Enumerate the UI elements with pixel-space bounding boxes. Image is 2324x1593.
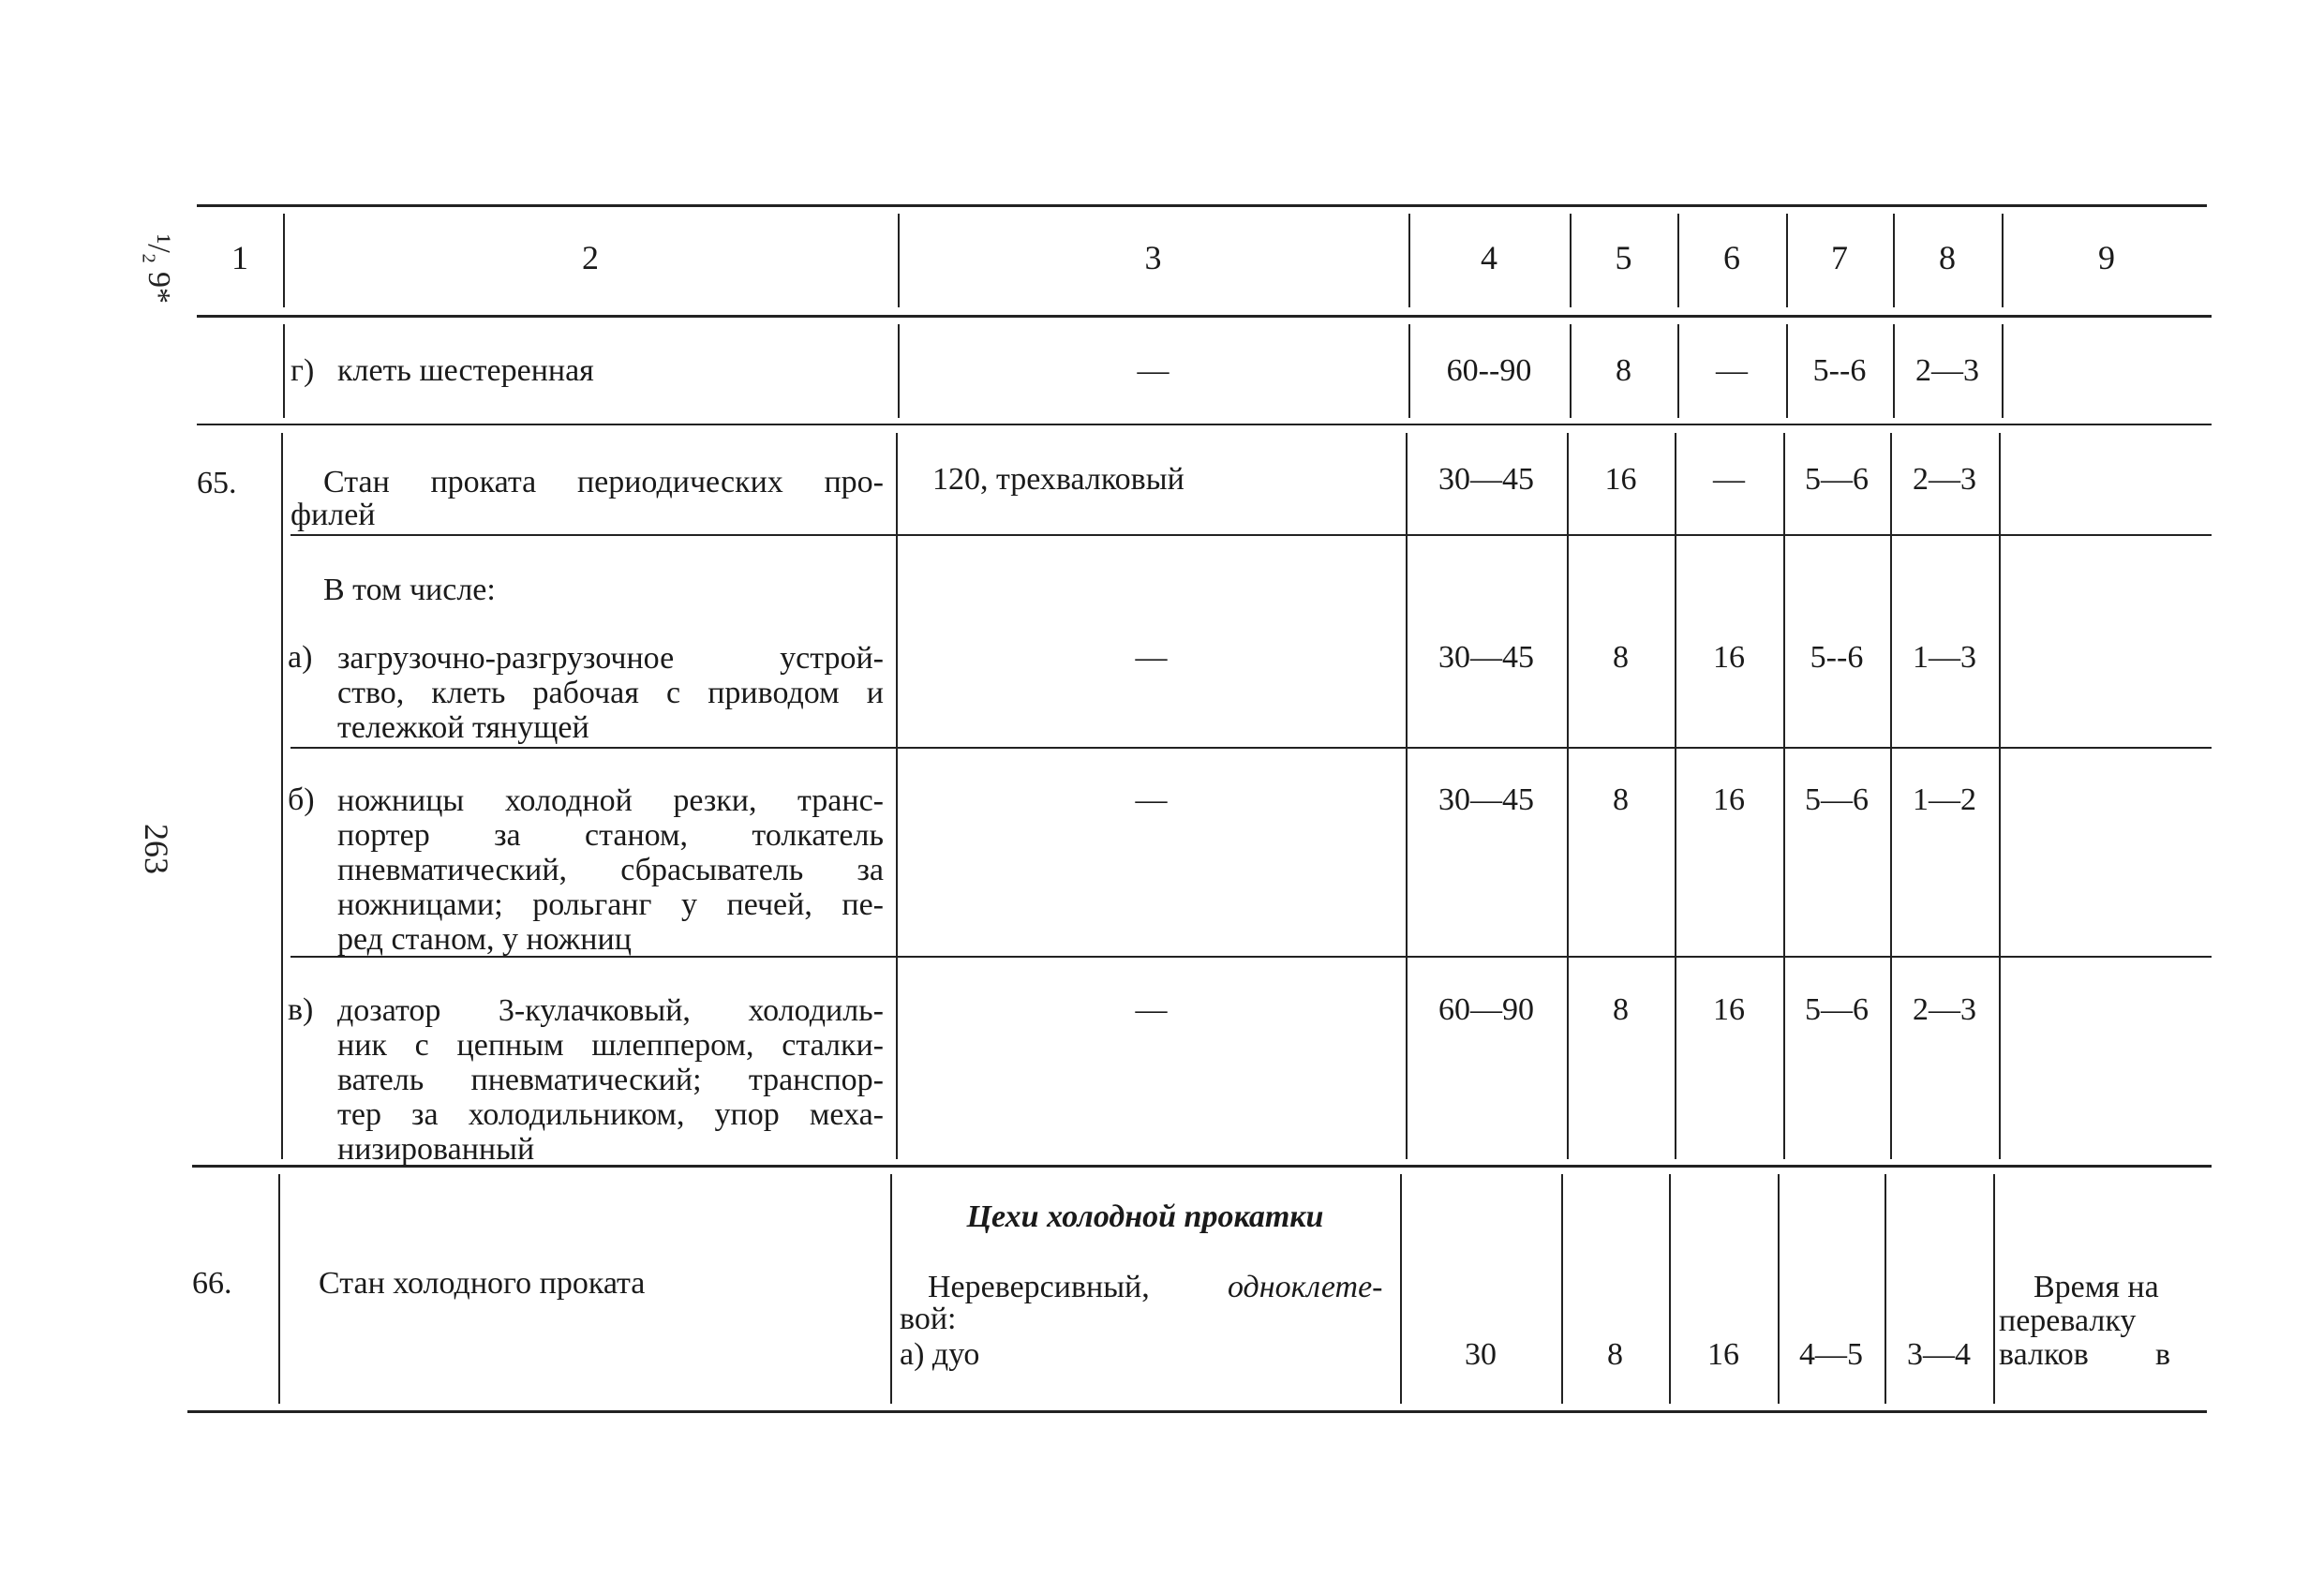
row-65-col5: 16 [1604,462,1637,497]
row-b-line: ножницы холодной резки, транс- [337,783,884,818]
row-65-col3: 120, трехвалковый [932,462,1184,497]
col2-left-rule [281,433,283,1159]
including-label: В том числе: [323,573,496,607]
row-v-col6: 16 [1713,992,1745,1027]
section-title: Цехи холодной прокатки [966,1199,1324,1234]
cell-divider [2002,324,2004,418]
row-65-col6: — [1713,462,1745,497]
row-a-line: ство, клеть рабочая с приводом и [337,676,884,710]
margin-note-fraction: ¹/₂ 9* [142,234,176,304]
row-66-col9-line3b: в [2155,1337,2171,1372]
row-g-col8: 2—3 [1915,353,1979,388]
row-v-line: ник с цепным шлеппером, сталки- [337,1028,884,1063]
row-b-col8: 1—2 [1913,782,1976,817]
row-66-col7: 4—5 [1799,1337,1863,1372]
header-col-9: 9 [2098,239,2115,276]
row-66-col9-line3: валков [1999,1337,2089,1372]
row-a-col6: 16 [1713,640,1745,675]
cell-divider [283,324,285,418]
row-v-line: ватель пневматический; транспор- [337,1063,884,1097]
row-b-col5: 8 [1613,782,1629,817]
row-a-line: загрузочно-разгрузочное устрой- [337,641,884,676]
cell-divider [1993,1174,1995,1404]
row-a-col8: 1—3 [1913,640,1976,675]
row-v-col7: 5—6 [1805,992,1869,1027]
row-g-col5: 8 [1616,353,1631,388]
row-a-col5: 8 [1613,640,1629,675]
row-g-marker: г) [290,353,315,388]
row-b-line: ножницами; рольганг у печей, пе- [337,887,884,922]
row-b-text [337,783,884,957]
row-b-line: ред станом, у ножниц [337,922,632,957]
row-66-col3-line1b: одноклете- [1228,1270,1383,1304]
row-v-marker: в) [288,992,314,1027]
row-a-col3: — [1135,640,1168,675]
header-col-1: 1 [231,239,248,276]
row-v-col5: 8 [1613,992,1629,1027]
row-66-col3-line3: а) дуо [900,1337,980,1372]
row-a-col7: 5--6 [1810,640,1864,675]
row-g-col4: 60--90 [1446,353,1532,388]
row-a-line: тележкой тянущей [337,710,589,745]
row-g-col7: 5--6 [1812,353,1867,388]
row-v-col3: — [1135,992,1168,1027]
row-65-col7: 5—6 [1805,462,1869,497]
row-66-col9-line1: Время на [2034,1270,2159,1304]
row-66-col8: 3—4 [1907,1337,1971,1372]
row-a-text [337,641,884,745]
page-number: 263 [138,824,175,874]
col9-left-rule [1999,433,2001,1159]
table-top-rule [197,204,2207,207]
row-v-line: низированный [337,1132,535,1167]
row-a-marker: а) [288,640,313,675]
row-b-col3: — [1135,782,1168,817]
row-v-col4: 60—90 [1438,992,1534,1027]
row-b-marker: б) [288,782,315,817]
header-col-4: 4 [1481,239,1497,276]
row-b-line: пневматический, сбрасыватель за [337,853,884,887]
row-b-col4: 30—45 [1438,782,1534,817]
row-65-name-cont: филей [290,498,376,532]
row-g-col6: — [1716,353,1748,388]
row-v-text [337,993,884,1167]
header-bottom-rule [197,315,2212,318]
row-v-col8: 2—3 [1913,992,1976,1027]
row-a-bottom-rule [290,747,2212,749]
row-v-line: дозатор 3-кулачковый, холодиль- [337,993,884,1028]
row-66-name: Стан холодного проката [319,1266,646,1301]
row-b-col7: 5—6 [1805,782,1869,817]
header-col-3: 3 [1144,239,1162,276]
row-66-col4: 30 [1465,1337,1497,1372]
row-66-col6: 16 [1707,1337,1739,1372]
row-g-bottom-rule [197,424,2212,425]
header-col-5: 5 [1615,239,1632,276]
row-66-col3-line1a: Нереверсивный, [928,1270,1150,1304]
row-66-col3-line2: вой: [900,1302,957,1336]
header-col-7: 7 [1831,239,1848,276]
row-65-name-line: Стан проката периодических про- [323,465,884,499]
row-a-col4: 30—45 [1438,640,1534,675]
row-66-number: 66. [192,1266,232,1301]
row-66-col5: 8 [1607,1337,1623,1372]
row-65-col8: 2—3 [1913,462,1976,497]
table-bottom-rule [187,1410,2207,1413]
header-col-6: 6 [1723,239,1740,276]
row-b-col6: 16 [1713,782,1745,817]
row-65-bottom-rule [290,534,2212,536]
row-66-col9-line2: перевалку [1999,1303,2137,1338]
row-g-name: клеть шестеренная [337,353,594,388]
row-b-line: портер за станом, толкатель [337,818,884,853]
row-v-line: тер за холодильником, упор меха- [337,1097,884,1132]
row-65-number: 65. [197,466,237,500]
header-col-8: 8 [1939,239,1956,276]
header-col-2: 2 [582,239,599,276]
row-g-col3: — [1137,353,1169,388]
row-65-name [323,465,884,499]
row-65-col4: 30—45 [1438,462,1534,497]
cell-divider [278,1174,280,1404]
